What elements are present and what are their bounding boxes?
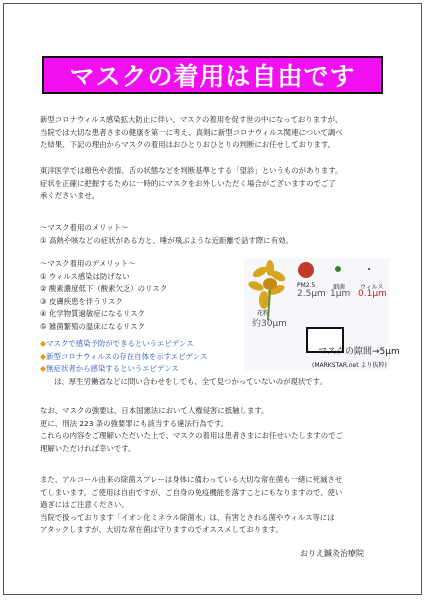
intro-line: 当院では大切な患者さまの健康を第一に考え、真剣に新型コロナウィルス関連について調べ — [40, 127, 343, 137]
demerit-item: ⑤ 雑菌繁殖の温床になるリスク — [40, 321, 145, 331]
evidence-item: マスクで感染予防ができるというエビデンス — [46, 339, 194, 348]
intro-line: 新型コロナウィルス感染拡大防止に伴い、マスクの着用を促す世の中になっておりますが、 — [40, 115, 343, 124]
merit-item: ① 高熱や咳などの症状がある方と、唾が飛ぶような近距離で話す際に有効。 — [40, 235, 293, 245]
diamond-bullet-icon: ◆ — [40, 364, 47, 374]
intro-paragraph — [40, 114, 390, 152]
eastern-line: 症状を正確に把握するために一時的にマスクをお外しいただく場合がございますのでご了 — [40, 178, 336, 188]
eastern-medicine-paragraph — [40, 165, 390, 203]
eastern-line: 承くださいませ。 — [40, 191, 99, 201]
demerit-item: ③ 皮膚疾患を伴うリスク — [40, 296, 123, 306]
pollen-value: 約30μm — [252, 319, 287, 329]
bacteria-icon — [335, 266, 341, 272]
evidence-note: は、厚生労働省などに問い合わせをしても、全て見つかっていないのが現状です。 — [54, 376, 327, 386]
bacteria-value: 1μm — [330, 289, 351, 299]
demerits-section — [40, 258, 240, 334]
evidence-item: 無症状者から感染するというエビデンス — [46, 364, 179, 374]
figure-credit: (MARKSTAR.net より抜粋) — [312, 362, 387, 369]
clinic-signature: おりえ鍼灸治療院 — [300, 549, 364, 558]
eastern-line: 東洋医学では顔色や表情、舌の状態などを判断基準とする「望診」というものがあります。 — [40, 166, 343, 175]
alcohol-line: アタックしますが、大切な常在菌は守りますのでオススメしております。 — [40, 525, 283, 535]
alcohol-line: 過ぎにはご注意ください。 — [40, 500, 129, 510]
demerits-heading: 〜マスク着用のデメリット〜 — [40, 259, 136, 268]
legal-line: 更に、刑法 223 条の強要罪にも該当する違法行為です。 — [40, 418, 229, 428]
evidence-section — [40, 338, 330, 388]
legal-line: これらの内容をご理解いただいた上で、マスクの着用は患者さまにお任せいたしますのでご — [40, 431, 343, 441]
pollen-label: 花粉 — [257, 310, 270, 317]
alcohol-paragraph — [40, 474, 390, 537]
diamond-bullet-icon: ◆ — [40, 339, 47, 348]
virus-label: ウィルス — [360, 284, 384, 291]
legal-line: なお、マスクの強要は、日本国憲法において人権侵害に抵触します。 — [40, 406, 269, 415]
mask-gap-label: マスクの隙間→5μm — [318, 347, 400, 357]
bacteria-label: 細菌 — [333, 284, 346, 291]
merits-heading: 〜マスク着用のメリット〜 — [40, 223, 129, 232]
demerit-item: ④ 化学物質過敏症になるリスク — [40, 309, 145, 319]
virus-dot-icon — [368, 268, 370, 270]
pm25-label: PM2.5 — [297, 282, 316, 289]
alcohol-line: 当院で扱っております「イオン化ミネラル除菌水」は、有害とされる菌やウィルス等には — [40, 512, 335, 522]
virus-value: 0.1μm — [358, 289, 387, 299]
title-banner — [42, 56, 383, 94]
alcohol-line: てしまいます。ご使用は自由ですが、ご自身の免疫機能を落すことにもなりますので、使い — [40, 487, 343, 497]
pm25-particle-icon — [298, 262, 314, 278]
legal-paragraph — [40, 405, 390, 455]
pm25-value: 2.5μm — [297, 289, 326, 299]
page-title: マスクの着用は自由です — [69, 62, 356, 91]
demerit-item: ② 酸素濃度低下（酸素欠乏）のリスク — [40, 284, 168, 294]
diamond-bullet-icon: ◆ — [40, 351, 47, 361]
legal-line: 理解いただければ幸いです。 — [40, 443, 136, 453]
alcohol-line: また、アルコール由来の除菌スプレーは身体に備わっている大切な常在菌も一緒に死滅させ — [40, 475, 343, 484]
evidence-item: 新型コロナウィルスの存在自体を示すエビデンス — [46, 351, 208, 361]
intro-line: た結果、下記の理由からマスクの着用はおひとりおひとりの判断にお任せしております。 — [40, 140, 336, 150]
merits-section — [40, 222, 390, 247]
demerit-item: ① ウィルス感染は防げない — [40, 271, 130, 281]
